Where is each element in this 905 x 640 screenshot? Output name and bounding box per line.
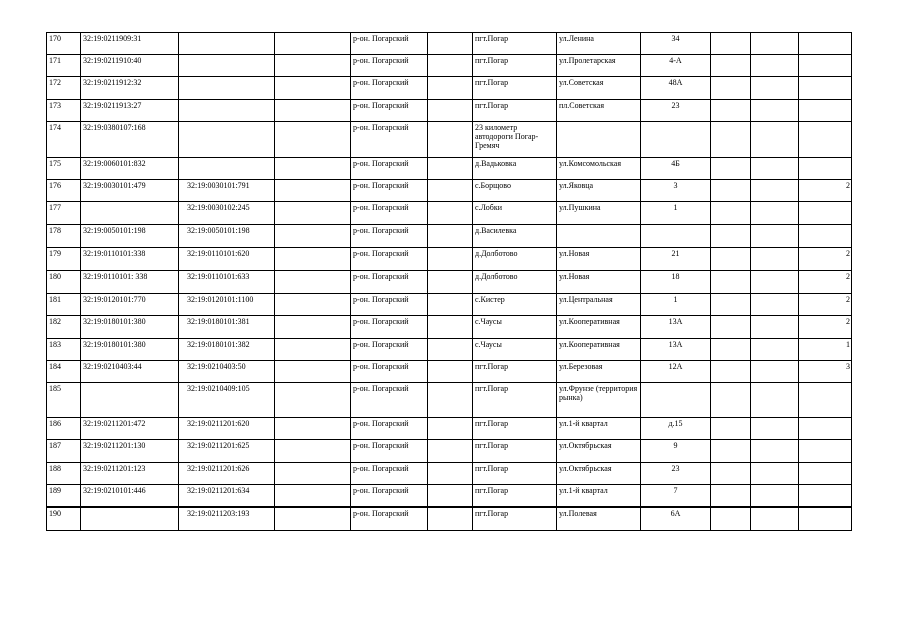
street-cell: ул.Ленина [557,33,641,55]
row-number-cell: 176 [47,180,81,202]
empty-cell [751,202,799,225]
street-cell: ул.Березовая [557,361,641,383]
cadastral-number-cell: 32:19:0210101:446 [81,485,179,507]
locality-cell: д.Василевка [473,225,557,248]
empty-cell [275,158,351,180]
empty-cell [428,383,473,418]
empty-cell [428,339,473,361]
locality-cell: с.Лобки [473,202,557,225]
locality-cell: с.Чаусы [473,316,557,339]
empty-cell [711,248,751,271]
empty-cell [751,463,799,485]
value-cell [799,202,852,225]
empty-cell [428,418,473,440]
district-cell: р-он. Погарский [351,202,428,225]
empty-cell [428,316,473,339]
row-number-cell: 174 [47,122,81,158]
empty-cell [428,507,473,531]
linked-cadastral-number-cell: 32:19:0030102:245 [179,202,275,225]
house-number-cell: 13А [641,339,711,361]
cadastral-number-cell: 32:19:0211912:32 [81,77,179,100]
cadastral-number-cell [81,383,179,418]
table-row [47,507,852,531]
linked-cadastral-number-cell: 32:19:0211201:620 [179,418,275,440]
table-row [47,294,852,316]
district-cell: р-он. Погарский [351,271,428,294]
street-cell: ул.Советская [557,77,641,100]
locality-cell: пгт.Погар [473,383,557,418]
empty-cell [711,440,751,463]
empty-cell [428,158,473,180]
empty-cell [275,485,351,507]
table-row [47,77,852,100]
value-cell [799,485,852,507]
empty-cell [275,180,351,202]
row-number-cell: 182 [47,316,81,339]
locality-cell: пгт.Погар [473,55,557,77]
street-cell: ул.Комсомольская [557,158,641,180]
cadastral-number-cell: 32:19:0211201:472 [81,418,179,440]
row-number-cell: 184 [47,361,81,383]
house-number-cell: 1 [641,294,711,316]
empty-cell [428,361,473,383]
table-row [47,122,852,158]
empty-cell [711,33,751,55]
locality-cell: с.Борщово [473,180,557,202]
cadastral-number-cell: 32:19:0210403:44 [81,361,179,383]
street-cell: ул.Пролетарская [557,55,641,77]
empty-cell [711,418,751,440]
district-cell: р-он. Погарский [351,122,428,158]
house-number-cell: 9 [641,440,711,463]
table-row [47,440,852,463]
empty-cell [275,271,351,294]
empty-cell [711,122,751,158]
row-number-cell: 185 [47,383,81,418]
empty-cell [711,294,751,316]
empty-cell [428,248,473,271]
empty-cell [711,225,751,248]
empty-cell [751,248,799,271]
district-cell: р-он. Погарский [351,100,428,122]
linked-cadastral-number-cell: 32:19:0211201:626 [179,463,275,485]
empty-cell [275,225,351,248]
empty-cell [751,383,799,418]
house-number-cell: 23 [641,463,711,485]
linked-cadastral-number-cell: 32:19:0211203:193 [179,507,275,531]
empty-cell [428,77,473,100]
cadastral-number-cell: 32:19:0211201:123 [81,463,179,485]
value-cell: 3 [799,361,852,383]
locality-cell: пгт.Погар [473,507,557,531]
empty-cell [275,100,351,122]
street-cell: ул.Кооперативная [557,316,641,339]
empty-cell [711,180,751,202]
empty-cell [711,202,751,225]
empty-cell [275,361,351,383]
row-number-cell: 189 [47,485,81,507]
empty-cell [275,122,351,158]
empty-cell [275,55,351,77]
row-number-cell: 170 [47,33,81,55]
empty-cell [275,463,351,485]
locality-cell: 23 километр автодороги Погар-Гремяч [473,122,557,158]
cadastral-number-cell [81,202,179,225]
cadastral-number-cell: 32:19:0060101:832 [81,158,179,180]
cadastral-number-cell: 32:19:0050101:198 [81,225,179,248]
empty-cell [428,440,473,463]
cadastral-number-cell: 32:19:0211201:130 [81,440,179,463]
row-number-cell: 183 [47,339,81,361]
street-cell: ул.Фрунзе (территория рынка) [557,383,641,418]
locality-cell: пгт.Погар [473,100,557,122]
value-cell [799,33,852,55]
locality-cell: с.Чаусы [473,339,557,361]
empty-cell [275,383,351,418]
row-number-cell: 187 [47,440,81,463]
empty-cell [711,271,751,294]
house-number-cell: 18 [641,271,711,294]
house-number-cell: 12А [641,361,711,383]
table-row [47,485,852,507]
row-number-cell: 177 [47,202,81,225]
cadastral-number-cell: 32:19:0211913:27 [81,100,179,122]
house-number-cell: 34 [641,33,711,55]
empty-cell [275,77,351,100]
locality-cell: пгт.Погар [473,463,557,485]
locality-cell: пгт.Погар [473,361,557,383]
empty-cell [428,55,473,77]
value-cell: 2 [799,248,852,271]
row-number-cell: 186 [47,418,81,440]
empty-cell [275,202,351,225]
value-cell: 2 [799,180,852,202]
linked-cadastral-number-cell [179,158,275,180]
house-number-cell: 3 [641,180,711,202]
district-cell: р-он. Погарский [351,294,428,316]
table-row [47,202,852,225]
street-cell: ул.1-й квартал [557,418,641,440]
house-number-cell: 13А [641,316,711,339]
linked-cadastral-number-cell [179,100,275,122]
table-row [47,271,852,294]
empty-cell [751,294,799,316]
linked-cadastral-number-cell: 32:19:0110101:633 [179,271,275,294]
empty-cell [751,339,799,361]
street-cell: ул.Яковца [557,180,641,202]
empty-cell [275,418,351,440]
empty-cell [711,361,751,383]
table-row [47,33,852,55]
street-cell [557,122,641,158]
table-row [47,180,852,202]
street-cell [557,225,641,248]
empty-cell [711,316,751,339]
house-number-cell: 7 [641,485,711,507]
row-number-cell: 171 [47,55,81,77]
linked-cadastral-number-cell [179,55,275,77]
empty-cell [751,33,799,55]
district-cell: р-он. Погарский [351,339,428,361]
table-row [47,463,852,485]
linked-cadastral-number-cell: 32:19:0120101:1100 [179,294,275,316]
linked-cadastral-number-cell [179,122,275,158]
empty-cell [751,271,799,294]
row-number-cell: 178 [47,225,81,248]
table-row [47,55,852,77]
value-cell [799,77,852,100]
cadastral-number-cell: 32:19:0380107:168 [81,122,179,158]
table-row [47,316,852,339]
empty-cell [711,158,751,180]
street-cell: ул.Октябрьская [557,463,641,485]
district-cell: р-он. Погарский [351,507,428,531]
street-cell: ул.Пушкина [557,202,641,225]
house-number-cell: 48А [641,77,711,100]
value-cell: 2 [799,294,852,316]
empty-cell [428,100,473,122]
street-cell: ул.Новая [557,271,641,294]
district-cell: р-он. Погарский [351,418,428,440]
house-number-cell: 6А [641,507,711,531]
district-cell: р-он. Погарский [351,77,428,100]
value-cell [799,122,852,158]
linked-cadastral-number-cell: 32:19:0210403:50 [179,361,275,383]
empty-cell [711,77,751,100]
street-cell: ул.Октябрьская [557,440,641,463]
empty-cell [751,122,799,158]
linked-cadastral-number-cell: 32:19:0180101:382 [179,339,275,361]
linked-cadastral-number-cell: 32:19:0211201:625 [179,440,275,463]
locality-cell: пгт.Погар [473,33,557,55]
empty-cell [751,485,799,507]
district-cell: р-он. Погарский [351,158,428,180]
empty-cell [428,122,473,158]
house-number-cell: 4-А [641,55,711,77]
row-number-cell: 190 [47,507,81,531]
table-row [47,100,852,122]
locality-cell: с.Кистер [473,294,557,316]
house-number-cell [641,383,711,418]
house-number-cell [641,225,711,248]
locality-cell: пгт.Погар [473,485,557,507]
locality-cell: д.Вадьковка [473,158,557,180]
linked-cadastral-number-cell: 32:19:0030101:791 [179,180,275,202]
empty-cell [428,271,473,294]
empty-cell [275,507,351,531]
empty-cell [275,440,351,463]
empty-cell [711,100,751,122]
house-number-cell: 21 [641,248,711,271]
empty-cell [751,77,799,100]
district-cell: р-он. Погарский [351,383,428,418]
locality-cell: пгт.Погар [473,440,557,463]
empty-cell [428,485,473,507]
locality-cell: пгт.Погар [473,418,557,440]
house-number-cell: д.15 [641,418,711,440]
table-row [47,361,852,383]
street-cell: пл.Советская [557,100,641,122]
empty-cell [428,180,473,202]
district-cell: р-он. Погарский [351,180,428,202]
empty-cell [275,248,351,271]
empty-cell [751,316,799,339]
district-cell: р-он. Погарский [351,316,428,339]
linked-cadastral-number-cell [179,77,275,100]
linked-cadastral-number-cell: 32:19:0050101:198 [179,225,275,248]
table-row [47,158,852,180]
empty-cell [275,33,351,55]
cadastral-number-cell: 32:19:0120101:770 [81,294,179,316]
empty-cell [751,507,799,531]
district-cell: р-он. Погарский [351,463,428,485]
house-number-cell: 4Б [641,158,711,180]
empty-cell [751,225,799,248]
empty-cell [275,339,351,361]
empty-cell [711,507,751,531]
street-cell: ул.Центральная [557,294,641,316]
cadastral-number-cell [81,507,179,531]
district-cell: р-он. Погарский [351,485,428,507]
house-number-cell [641,122,711,158]
district-cell: р-он. Погарский [351,225,428,248]
value-cell [799,440,852,463]
row-number-cell: 179 [47,248,81,271]
cadastral-number-cell: 32:19:0110101: 338 [81,271,179,294]
house-number-cell: 1 [641,202,711,225]
value-cell [799,418,852,440]
empty-cell [428,463,473,485]
district-cell: р-он. Погарский [351,361,428,383]
linked-cadastral-number-cell: 32:19:0110101:620 [179,248,275,271]
value-cell: 2 [799,316,852,339]
district-cell: р-он. Погарский [351,248,428,271]
empty-cell [711,55,751,77]
row-number-cell: 175 [47,158,81,180]
district-cell: р-он. Погарский [351,33,428,55]
cadastral-number-cell: 32:19:0030101:479 [81,180,179,202]
empty-cell [711,463,751,485]
linked-cadastral-number-cell: 32:19:0211201:634 [179,485,275,507]
empty-cell [751,440,799,463]
table-row [47,225,852,248]
locality-cell: д.Долботово [473,248,557,271]
empty-cell [751,418,799,440]
value-cell [799,158,852,180]
value-cell [799,225,852,248]
row-number-cell: 172 [47,77,81,100]
table-row [47,339,852,361]
empty-cell [711,383,751,418]
empty-cell [751,158,799,180]
value-cell: 2 [799,271,852,294]
registry-table [46,32,852,531]
value-cell [799,507,852,531]
locality-cell: пгт.Погар [473,77,557,100]
empty-cell [751,100,799,122]
table-row [47,383,852,418]
cadastral-number-cell: 32:19:0110101:338 [81,248,179,271]
value-cell [799,55,852,77]
row-number-cell: 188 [47,463,81,485]
empty-cell [428,202,473,225]
empty-cell [428,294,473,316]
district-cell: р-он. Погарский [351,55,428,77]
row-number-cell: 181 [47,294,81,316]
cadastral-number-cell: 32:19:0211910:40 [81,55,179,77]
empty-cell [275,316,351,339]
empty-cell [751,180,799,202]
empty-cell [711,485,751,507]
empty-cell [751,361,799,383]
row-number-cell: 180 [47,271,81,294]
empty-cell [428,225,473,248]
table-row [47,418,852,440]
empty-cell [751,55,799,77]
empty-cell [275,294,351,316]
house-number-cell: 23 [641,100,711,122]
cadastral-number-cell: 32:19:0211909:31 [81,33,179,55]
value-cell [799,463,852,485]
linked-cadastral-number-cell: 32:19:0210409:105 [179,383,275,418]
value-cell [799,100,852,122]
district-cell: р-он. Погарский [351,440,428,463]
cadastral-number-cell: 32:19:0180101:380 [81,316,179,339]
street-cell: ул.1-й квартал [557,485,641,507]
cadastral-number-cell: 32:19:0180101:380 [81,339,179,361]
value-cell: 1 [799,339,852,361]
street-cell: ул.Кооперативная [557,339,641,361]
empty-cell [711,339,751,361]
linked-cadastral-number-cell [179,33,275,55]
street-cell: ул.Полевая [557,507,641,531]
table-row [47,248,852,271]
linked-cadastral-number-cell: 32:19:0180101:381 [179,316,275,339]
row-number-cell: 173 [47,100,81,122]
empty-cell [428,33,473,55]
locality-cell: д.Долботово [473,271,557,294]
street-cell: ул.Новая [557,248,641,271]
value-cell [799,383,852,418]
